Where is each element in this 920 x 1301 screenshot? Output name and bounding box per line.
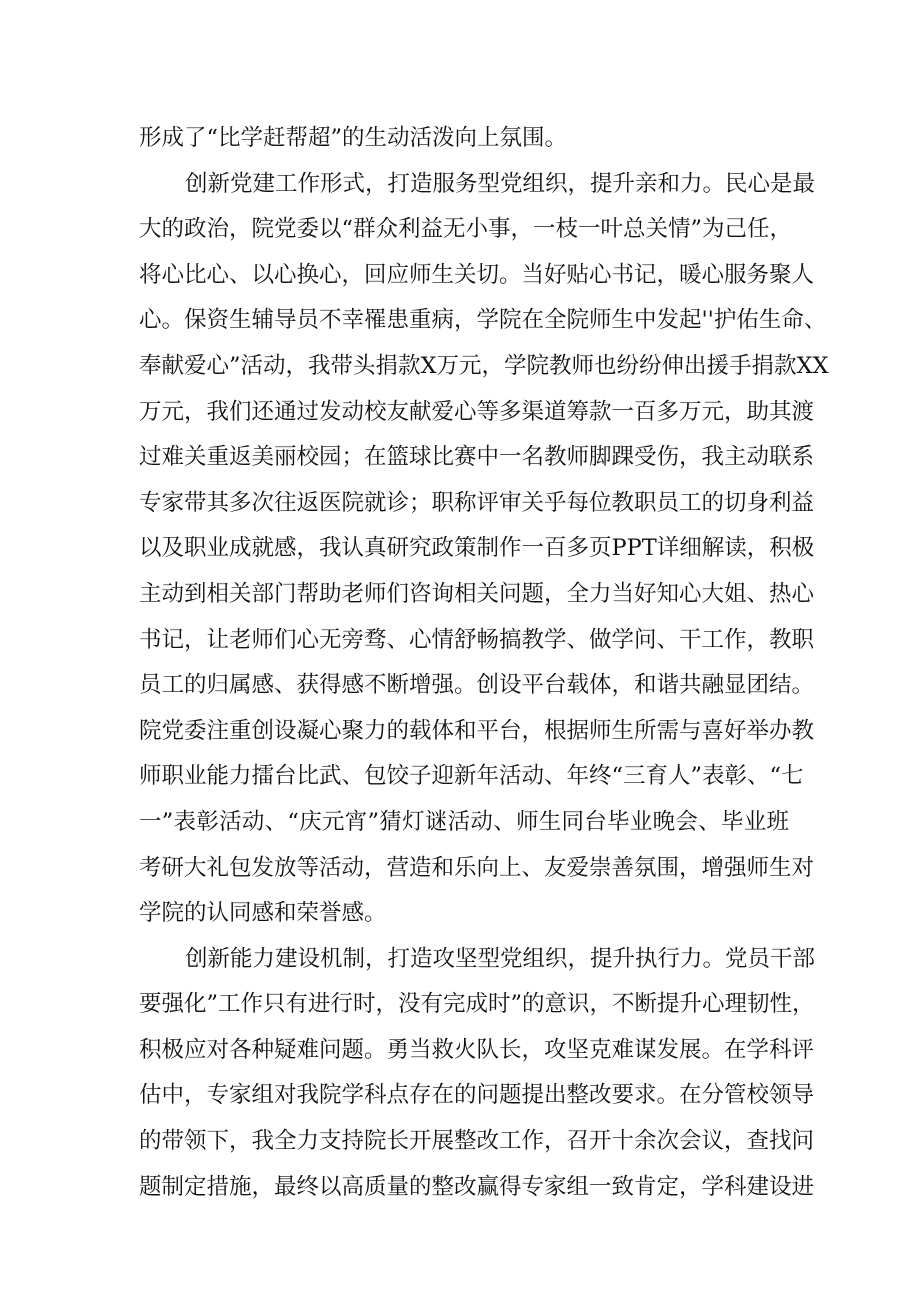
document-body [139,116,829,1210]
text-line: 一”表彰活动、“庆元宵”猜灯谜活动、师生同台毕业晚会、毕业班 [139,808,789,835]
text-line: 心。保资生辅导员不幸罹患重病，学院在全院师生中发起''护佑生命、 [139,307,827,334]
paragraph [139,116,789,162]
text-line: 将心比心、以心换心，回应师生关切。当好贴心书记，暖心服务聚人 [139,261,815,288]
text-line: 员工的归属感、获得感不断增强。创设平台载体，和谐共融显团结。 [139,672,815,699]
text-line: 学院的认同感和荣誉感。 [139,900,387,927]
text-line: 题制定措施，最终以高质量的整改赢得专家组一致肯定，学科建设进 [139,1173,815,1200]
text-line: 创新能力建设机制，打造攻坚型党组织，提升执行力。党员干部 [185,945,816,972]
text-line: 师职业能力擂台比武、包饺子迎新年活动、年终“三育人”表彰、“七 [139,763,804,790]
text-line: 主动到相关部门帮助老师们咨询相关问题，全力当好知心大姐、热心 [139,580,815,607]
text-line: 形成了“比学赶帮超”的生动活泼向上氛围。 [139,125,568,151]
text-line: 大的政治，院党委以“群众利益无小事，一枝一叶总关情”为己任， [139,216,793,243]
paragraph [139,937,816,1211]
paragraph [139,162,829,937]
text-line: 创新党建工作形式，打造服务型党组织，提升亲和力。民心是最 [185,170,816,197]
text-line: 奉献爱心”活动，我带头捐款X万元，学院教师也纷纷伸出援手捐款XX [139,352,829,379]
text-line: 万元，我们还通过发动校友献爱心等多渠道筹款一百多万元，助其渡 [139,398,815,425]
text-line: 的带领下，我全力支持院长开展整改工作，召开十余次会议，查找问 [139,1128,815,1155]
text-line: 积极应对各种疑难问题。勇当救火队长，攻坚克难谋发展。在学科评 [139,1036,815,1063]
text-line: 专家带其多次往返医院就诊；职称评审关乎每位教职员工的切身利益 [139,489,815,516]
text-line: 要强化”工作只有进行时，没有完成时”的意识，不断提升心理韧性， [139,991,815,1018]
text-line: 考研大礼包发放等活动，营造和乐向上、友爱崇善氛围，增强师生对 [139,854,815,881]
text-line: 估中，专家组对我院学科点存在的问题提出整改要求。在分管校领导 [139,1082,815,1109]
text-line: 院党委注重创设凝心聚力的载体和平台，根据师生所需与喜好举办教 [139,717,815,744]
text-line: 过难关重返美丽校园；在篮球比赛中一名教师脚踝受伤，我主动联系 [139,444,815,471]
text-line: 以及职业成就感，我认真研究政策制作一百多页PPT详细解读，积极 [139,535,815,562]
text-line: 书记，让老师们心无旁骛、心情舒畅搞教学、做学问、干工作，教职 [139,626,815,653]
